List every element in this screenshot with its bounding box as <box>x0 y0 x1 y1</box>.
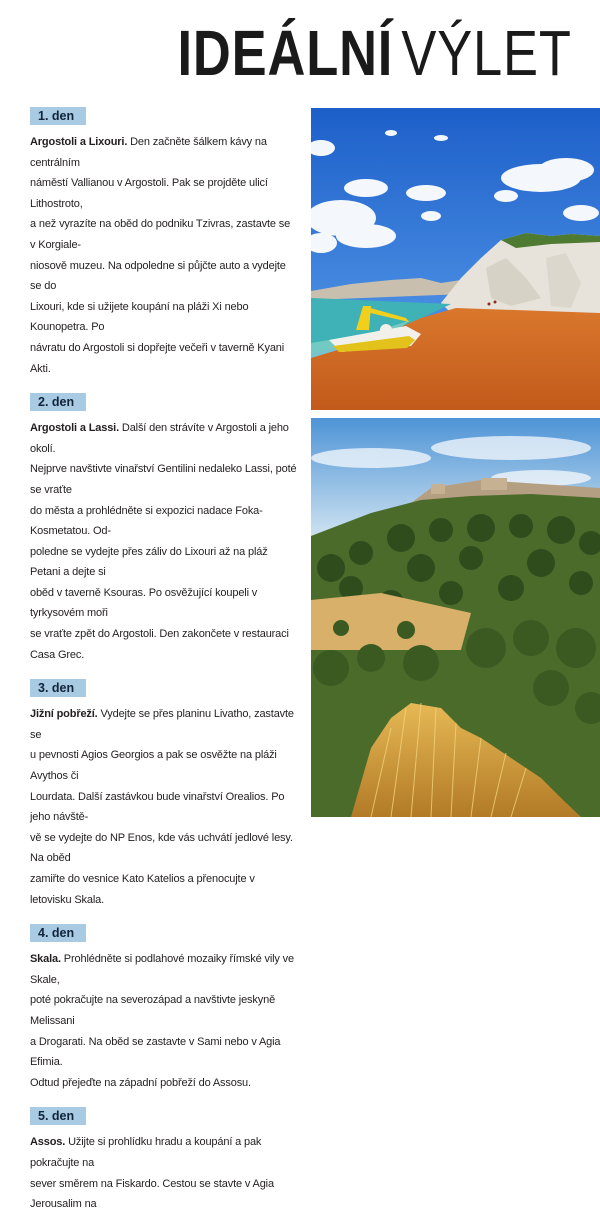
title-bold: IDEÁLNÍ <box>177 17 394 89</box>
day-badge: 4. den <box>30 924 86 942</box>
day-badge: 5. den <box>30 1107 86 1125</box>
itinerary-column <box>30 107 298 1229</box>
day-badge: 2. den <box>30 393 86 411</box>
hillside-photo <box>311 418 600 817</box>
day-text: Skala. Prohlédněte si podlahové mozaiky římské vily ve Skale, poté pokračujte na severozápad a navštivte jeskyně Melissani a Drogarati. Na oběd se zastavte v Sami nebo v Agia Efimia. Odtud přejeďte na západní pobřeží do Assosu. <box>30 953 294 1089</box>
beach-photo <box>311 108 600 410</box>
day-text: Assos. Užijte si prohlídku hradu a koupání a pak pokračujte na sever směrem na Fiskardo. Cestou se stavte v Agia Jerousalim na <box>30 1136 274 1211</box>
day-text: Jižní pobřeží. Vydejte se přes planinu Livatho, zastavte se u pevnosti Agios Georgios a pak se osvěžte na pláži Avythos či Lourdata. Další zastávkou bude vinařství Orealios. Po jeho návště- vě se vydejte do NP Enos, kde vás uchvátí jedlové lesy. Na oběd zamiřte do vesnice Kato Katelios a přenocujte v letovisku Skala. <box>30 708 294 906</box>
day-place: Skala. <box>30 953 61 966</box>
day-text: Argostoli a Lassi. Další den strávíte v Argostoli a jeho okolí. Nejprve navštivte vinařství Gentilini nedaleko Lassi, poté se vraťte do města a prohlédněte si expozici nadace Foka-Kosmetatou. Od- poledne se vydejte přes záliv do Lixouri až na pláž Petani a dejte si oběd v taverně Ksouras. Po osvěžující koupeli v tyrkysovém moři se vraťte zpět do Argostoli. Den zakončete v restauraci Casa Grec. <box>30 422 297 661</box>
day-text: Argostoli a Lixouri. Den začněte šálkem kávy na centrálním náměstí Vallianou v Argostoli. Pak se projděte ulicí Lithostroto, a než vyrazíte na oběd do podniku Tzivras, zastavte se v Korgiale- niosově muzeu. Na odpoledne si půjčte auto a vydejte se do Lixouri, kde si užijete koupání na pláži Xi nebo Kounopetra. Po návratu do Argostoli si dopřejte večeři v taverně Kyani Akti. <box>30 136 291 375</box>
day-section-4 <box>30 924 298 1093</box>
day-section-2 <box>30 393 298 665</box>
day-badge: 1. den <box>30 107 86 125</box>
day-section-1 <box>30 107 298 379</box>
day-place: Assos. <box>30 1136 66 1149</box>
day-place: Jižní pobřeží. <box>30 708 98 721</box>
beach-illustration <box>311 108 600 410</box>
day-place: Argostoli a Lassi. <box>30 422 119 435</box>
day-place: Argostoli a Lixouri. <box>30 136 128 148</box>
title-light: VÝLET <box>401 17 572 89</box>
day-badge: 3. den <box>30 679 86 697</box>
day-section-5 <box>30 1107 298 1214</box>
hillside-illustration <box>311 418 600 817</box>
page-title <box>178 18 572 88</box>
day-section-3 <box>30 679 298 910</box>
